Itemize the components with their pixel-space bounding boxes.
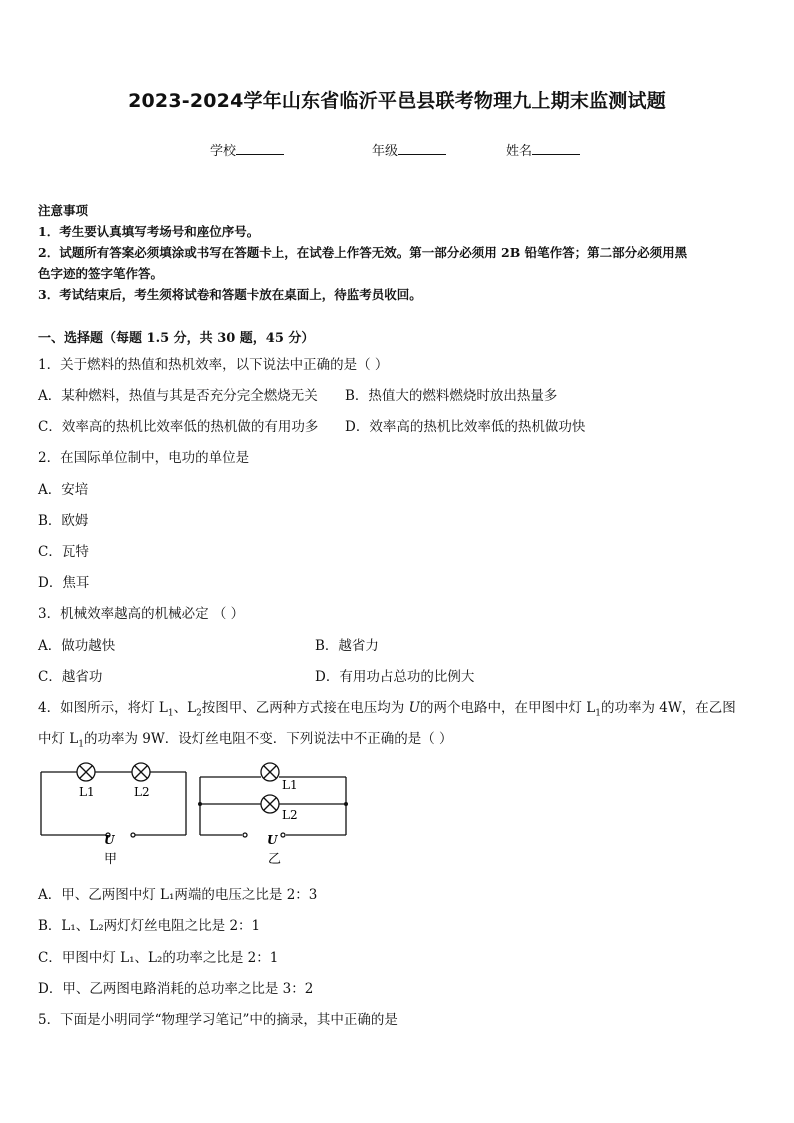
lamp-label-l2: L2 <box>282 808 298 822</box>
question-4-option-d: D．甲、乙两图电路消耗的总功率之比是 3：2 <box>38 981 314 997</box>
terminal-icon <box>281 833 285 837</box>
question-2-option-a: A．安培 <box>38 482 89 498</box>
section-heading: 一、选择题（每题 1.5 分，共 30 题，45 分） <box>38 331 315 346</box>
question-4-option-a: A．甲、乙两图中灯 L₁两端的电压之比是 2：3 <box>38 887 318 903</box>
question-2-option-d: D．焦耳 <box>38 575 90 591</box>
notice-heading: 注意事项 <box>38 203 89 218</box>
question-1-option-a: A．某种燃料，热值与其是否充分完全燃烧无关 <box>38 388 318 404</box>
question-3-option-d: D．有用功占总功的比例大 <box>315 669 475 685</box>
figure-caption-jia: 甲 <box>104 852 118 867</box>
question-2-option-b: B．欧姆 <box>38 513 89 529</box>
question-1-option-d: D．效率高的热机比效率低的热机做功快 <box>345 419 586 435</box>
question-3-option-c: C．越省功 <box>38 669 103 685</box>
lamp-icon <box>77 763 95 781</box>
question-1-option-c: C．效率高的热机比效率低的热机做的有用功多 <box>38 419 319 435</box>
circuit-diagram-jia <box>41 763 186 837</box>
lamp-label-l1: L1 <box>79 785 95 799</box>
notice-item-1: 1．考生要认真填写考场号和座位序号。 <box>38 224 260 239</box>
voltage-label: U <box>267 833 278 847</box>
question-1-option-b: B．热值大的燃料燃烧时放出热量多 <box>345 388 558 404</box>
notice-item-3: 3．考试结束后，考生须将试卷和答题卡放在桌面上，待监考员收回。 <box>38 287 422 302</box>
lamp-icon <box>261 763 279 781</box>
grade-field: 年级 <box>372 140 446 159</box>
page-title: 2023-2024学年山东省临沂平邑县联考物理九上期末监测试题 <box>128 90 666 112</box>
school-field: 学校 <box>210 140 284 159</box>
circuit-diagram-yi <box>200 763 346 837</box>
voltage-label: U <box>104 833 115 847</box>
notice-item-2-cont: 色字迹的签字笔作答。 <box>38 266 164 281</box>
lamp-icon <box>261 795 279 813</box>
question-4-stem-line-1: 4．如图所示，将灯 $L_1$、$L_2$按图甲、乙两种方式接在电压均为 U的两个电路中，在甲图中灯 $L_1$的功率为 4W，在乙图 <box>38 700 736 719</box>
question-2-option-c: C．瓦特 <box>38 544 89 560</box>
question-4-stem-line-2: 中灯 $L_1$的功率为 9W．设灯丝电阻不变．下列说法中不正确的是（ ） <box>38 731 453 750</box>
question-3-stem: 3．机械效率越高的机械必定 （ ） <box>38 606 245 622</box>
lamp-label-l2: L2 <box>134 785 150 799</box>
notice-item-2: 2．试题所有答案必须填涂或书写在答题卡上，在试卷上作答无效。第一部分必须用 2B 铅笔作答；第二部分必须用黑 <box>38 245 688 260</box>
name-field: 姓名 <box>506 140 580 159</box>
lamp-icon <box>132 763 150 781</box>
circuit-figure <box>36 758 356 870</box>
question-4-option-b: B．L₁、L₂两灯灯丝电阻之比是 2：1 <box>38 918 261 934</box>
figure-caption-yi: 乙 <box>268 852 282 867</box>
lamp-label-l1: L1 <box>282 778 298 792</box>
question-1-stem: 1．关于燃料的热值和热机效率，以下说法中正确的是（ ） <box>38 357 389 373</box>
terminal-icon <box>131 833 135 837</box>
question-4-option-c: C．甲图中灯 L₁、L₂的功率之比是 2：1 <box>38 950 279 966</box>
question-3-option-a: A．做功越快 <box>38 638 116 654</box>
question-5-stem: 5．下面是小明同学“物理学习笔记”中的摘录，其中正确的是 <box>38 1012 398 1028</box>
question-2-stem: 2．在国际单位制中，电功的单位是 <box>38 450 250 466</box>
junction-dot <box>344 802 348 806</box>
junction-dot <box>198 802 202 806</box>
terminal-icon <box>243 833 247 837</box>
question-3-option-b: B．越省力 <box>315 638 379 654</box>
